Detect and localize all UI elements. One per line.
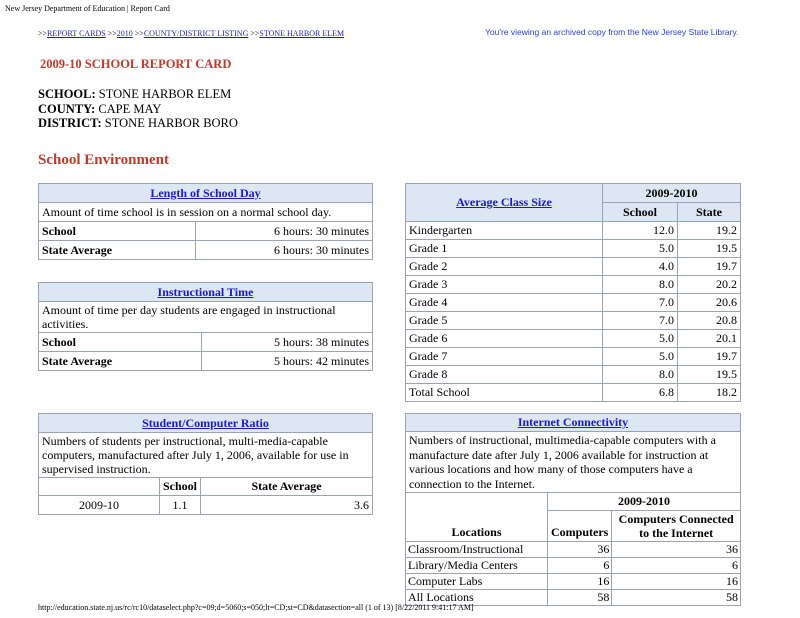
class-size-grade-cell: Kindergarten — [406, 222, 603, 240]
class-size-school-cell: 5.0 — [603, 240, 678, 258]
class-size-school-cell: 6.8 — [603, 384, 678, 402]
computer-ratio-state-value: 3.6 — [201, 496, 373, 515]
class-size-state-cell: 20.2 — [678, 276, 741, 294]
class-size-school-cell: 8.0 — [603, 276, 678, 294]
computer-ratio-year: 2009-10 — [39, 496, 160, 515]
school-day-row-label: School — [39, 222, 196, 241]
school-day-table — [38, 183, 373, 260]
instructional-time-table — [38, 282, 373, 371]
class-size-grade-cell: Total School — [406, 384, 603, 402]
breadcrumb-county-district-listing[interactable]: COUNTY/DISTRICT LISTING — [143, 29, 249, 38]
class-size-school-cell: 8.0 — [603, 366, 678, 384]
school-name: STONE HARBOR ELEM — [98, 87, 232, 101]
instructional-time-row-value: 5 hours: 42 minutes — [202, 352, 373, 371]
instructional-time-row-label: State Average — [39, 352, 202, 371]
instructional-time-row-value: 5 hours: 38 minutes — [202, 333, 373, 352]
class-size-grade-cell: Grade 2 — [406, 258, 603, 276]
class-size-col-state: State — [678, 203, 741, 222]
table-row — [406, 222, 741, 240]
class-size-state-cell: 19.2 — [678, 222, 741, 240]
table-row — [406, 312, 741, 330]
breadcrumb-report-cards[interactable]: REPORT CARDS — [47, 29, 106, 38]
browser-title: New Jersey Department of Education | Report Card — [5, 4, 170, 13]
table-row — [406, 258, 741, 276]
internet-computers-cell: 36 — [548, 542, 612, 558]
class-size-state-cell: 20.6 — [678, 294, 741, 312]
instructional-time-row-label: School — [39, 333, 202, 352]
table-row — [406, 294, 741, 312]
school-day-title-link[interactable]: Length of School Day — [150, 185, 261, 200]
internet-col-computers: Computers — [548, 511, 612, 542]
class-size-school-cell: 4.0 — [603, 258, 678, 276]
class-size-grade-cell: Grade 5 — [406, 312, 603, 330]
class-size-grade-cell: Grade 8 — [406, 366, 603, 384]
computer-ratio-table — [38, 413, 373, 515]
class-size-table — [405, 183, 741, 402]
computer-ratio-description: Numbers of students per instructional, multi-media-capable computers, manufactured after July 1, 2006, available for use in supervised instruction. — [39, 433, 373, 478]
class-size-school-cell: 7.0 — [603, 294, 678, 312]
internet-description: Numbers of instructional, multimedia-capable computers with a manufacture date after July 1, 2006 available for instruction at various locations and how many of those computers have a connection to the Internet. — [406, 432, 741, 493]
county-name: CAPE MAY — [98, 101, 162, 116]
school-line: SCHOOL: STONE HARBOR ELEM — [38, 87, 232, 101]
table-row — [406, 542, 741, 558]
class-size-title-link[interactable]: Average Class Size — [456, 195, 552, 209]
table-row — [406, 240, 741, 258]
instructional-time-title-link[interactable]: Instructional Time — [157, 284, 254, 299]
class-size-state-cell: 19.5 — [678, 366, 741, 384]
class-size-year: 2009-2010 — [603, 184, 741, 203]
county-line: COUNTY: CAPE MAY — [38, 101, 162, 116]
school-info — [38, 87, 238, 131]
archive-notice: You're viewing an archived copy from the New Jersey State Library. — [485, 27, 739, 37]
breadcrumb-2010[interactable]: 2010 — [116, 29, 133, 38]
table-row — [406, 574, 741, 590]
breadcrumb: >>REPORT CARDS >>2010 >>COUNTY/DISTRICT LISTING >>STONE HARBOR ELEM — [38, 29, 345, 38]
class-size-school-cell: 5.0 — [603, 348, 678, 366]
table-row — [406, 330, 741, 348]
school-day-row-value: 6 hours: 30 minutes — [196, 222, 373, 241]
computer-ratio-title-link[interactable]: Student/Computer Ratio — [142, 415, 269, 430]
class-size-state-cell: 19.7 — [678, 258, 741, 276]
computer-ratio-school-value: 1.1 — [160, 496, 201, 515]
internet-table — [405, 413, 741, 606]
internet-col-connected: Computers Connected to the Internet — [612, 511, 741, 542]
table-row — [406, 558, 741, 574]
class-size-grade-cell: Grade 6 — [406, 330, 603, 348]
page-footer-url: http://education.state.nj.us/rc/rc10/dataselect.php?c=09;d=5060;s=050;lt=CD;st=CD&datasection=all (1 of 13) [8/22/2011 9:41:17 AM] — [38, 603, 474, 612]
class-size-state-cell: 18.2 — [678, 384, 741, 402]
breadcrumb-stone-harbor-elem[interactable]: STONE HARBOR ELEM — [259, 29, 345, 38]
table-row — [406, 384, 741, 402]
internet-connected-cell: 6 — [612, 558, 741, 574]
district-name: STONE HARBOR BORO — [104, 116, 238, 130]
class-size-grade-cell: Grade 4 — [406, 294, 603, 312]
class-size-grade-cell: Grade 3 — [406, 276, 603, 294]
class-size-state-cell: 19.7 — [678, 348, 741, 366]
district-line: DISTRICT: STONE HARBOR BORO — [38, 116, 238, 130]
section-title: School Environment — [38, 152, 169, 168]
internet-computers-cell: 58 — [548, 590, 612, 606]
internet-col-locations: Locations — [406, 493, 548, 542]
computer-ratio-col-school: School — [160, 478, 201, 496]
internet-title-link[interactable]: Internet Connectivity — [517, 415, 629, 429]
class-size-state-cell: 20.8 — [678, 312, 741, 330]
school-day-description: Amount of time school is in session on a normal school day. — [39, 203, 373, 222]
table-row — [406, 366, 741, 384]
school-day-row-label: State Average — [39, 241, 196, 260]
table-row — [406, 348, 741, 366]
instructional-time-description: Amount of time per day students are engaged in instructional activities. — [39, 302, 373, 333]
internet-location-cell: Classroom/Instructional — [406, 542, 548, 558]
internet-computers-cell: 16 — [548, 574, 612, 590]
table-row — [406, 276, 741, 294]
report-title: 2009-10 SCHOOL REPORT CARD — [40, 57, 232, 71]
internet-connected-cell: 36 — [612, 542, 741, 558]
school-day-row-value: 6 hours: 30 minutes — [196, 241, 373, 260]
class-size-state-cell: 19.5 — [678, 240, 741, 258]
class-size-col-school: School — [603, 203, 678, 222]
internet-location-cell: Computer Labs — [406, 574, 548, 590]
computer-ratio-col-state: State Average — [201, 478, 373, 496]
internet-year: 2009-2010 — [548, 493, 741, 511]
class-size-grade-cell: Grade 7 — [406, 348, 603, 366]
internet-computers-cell: 6 — [548, 558, 612, 574]
internet-location-cell: Library/Media Centers — [406, 558, 548, 574]
internet-connected-cell: 58 — [612, 590, 741, 606]
class-size-grade-cell: Grade 1 — [406, 240, 603, 258]
class-size-state-cell: 20.1 — [678, 330, 741, 348]
internet-connected-cell: 16 — [612, 574, 741, 590]
class-size-school-cell: 5.0 — [603, 330, 678, 348]
class-size-school-cell: 12.0 — [603, 222, 678, 240]
internet-location-cell: All Locations — [406, 590, 548, 606]
class-size-school-cell: 7.0 — [603, 312, 678, 330]
